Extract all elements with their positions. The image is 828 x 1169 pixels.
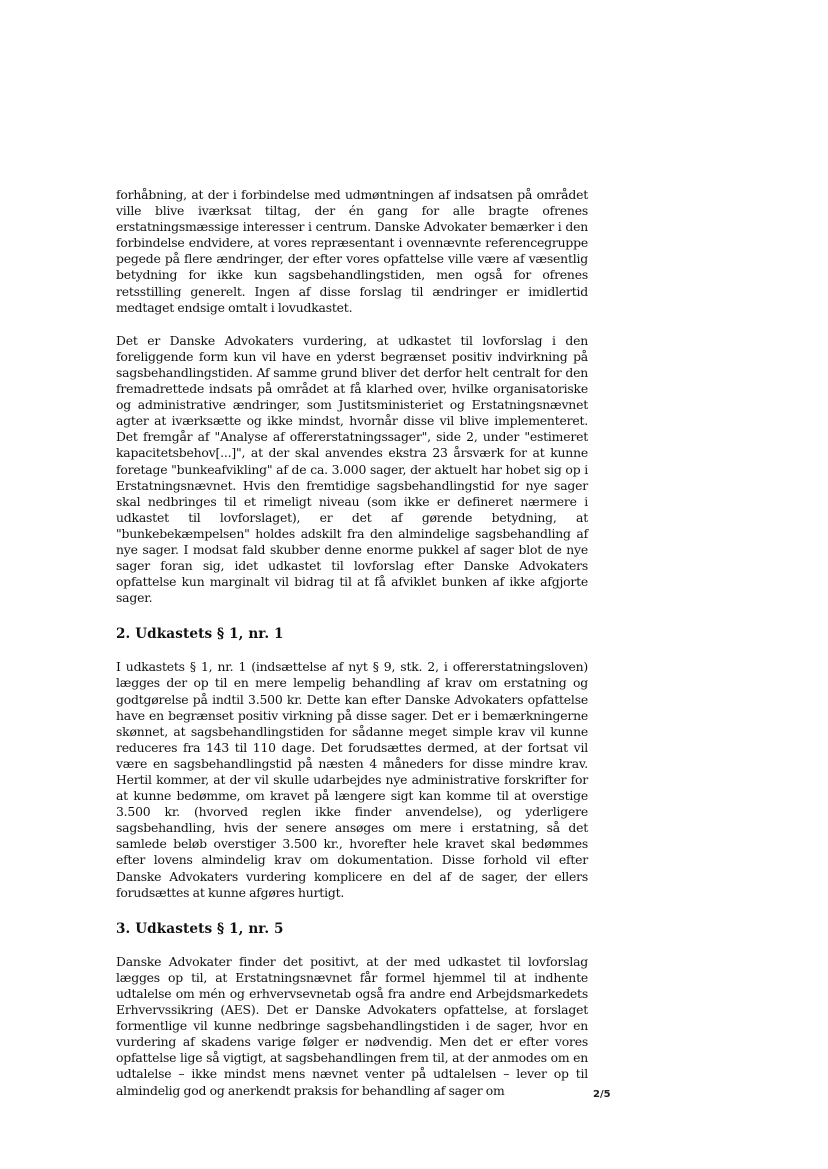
section-heading: 3. Udkastets § 1, nr. 5 [116,920,284,937]
body-paragraph: I udkastets § 1, nr. 1 (indsættelse af nyt § 9, stk. 2, i offererstatningsloven) lægges der op til en mere lempelig behandling af krav om erstatning og godtgørelse på indtil 3.500 kr. Dette kan efter Danske Advokaters opfattelse have en begrænset positiv virkning på disse sager. Det er i bemærkningerne skønnet, at sagsbehandlingstiden for sådanne meget simple krav vil kunne reduceres fra 143 til 110 dage. Det forudsættes dermed, at der fortsat vil være en sagsbehandlingstid på næsten 4 måneders for disse mindre krav. Hertil kommer, at der vil skulle udarbejdes nye administrative forskrifter for at kunne bedømme, om kravet på længere sigt kan komme til at overstige 3.500 kr. (hvorved reglen ikke finder anvendelse), og yderligere sagsbehandling, hvis der senere ansøges om mere i erstatning, så det samlede beløb overstiger 3.500 kr., hvorefter hele kravet skal bedømmes efter lovens almindelig krav om dokumentation. Disse forhold vil efter Danske Advokaters vurdering komplicere en del af de sager, der ellers forudsættes at kunne afgøres hurtigt. [116,659,588,900]
section-heading: 2. Udkastets § 1, nr. 1 [116,626,284,643]
body-paragraph: Danske Advokater finder det positivt, at der med udkastet til lovforslag lægges op til, at Erstatningsnævnet får formel hjemmel til at indhente udtalelse om mén og erhvervsevnetab også fra andre end Arbejdsmarkedets Erhvervssikring (AES). Det er Danske Advokaters opfattelse, at forslaget formentlige vil kunne nedbringe sagsbehandlingstiden i de sager, hvor en vurdering af skadens varige følger er nødvendig. Men det er efter vores opfattelse lige så vigtigt, at sagsbehandlingen frem til, at der anmodes om en udtalelse – ikke mindst mens nævnet venter på udtalelsen – lever op til almindelig god og anerkendt praksis for behandling af sager om [116,953,588,1098]
body-paragraph: Det er Danske Advokaters vurdering, at udkastet til lovforslag i den foreliggende form kun vil have en yderst begrænset positiv indvirkning på sagsbehandlingstiden. Af samme grund bliver det derfor helt centralt for den fremadrettede indsats på området at få klarhed over, hvilke organisatoriske og administrative ændringer, som Justitsministeriet og Erstatningsnævnet agter at iværksætte og ikke mindst, hvornår disse vil blive implementeret. Det fremgår af "Analyse af offererstatningssager", side 2, under "estimeret kapacitetsbehov[...]", at der skal anvendes ekstra 23 årsværk for at kunne foretage "bunkeafvikling" af de ca. 3.000 sager, der aktuelt har hobet sig op i Erstatningsnævnet. Hvis den fremtidige sagsbehandlingstid for nye sager skal nedbringes til et rimeligt niveau (som ikke er defineret nærmere i udkastet til lovforslaget), er det af gørende betydning, at "bunkebekæmpelsen" holdes adskilt fra den almindelige sagsbehandling af nye sager. I modsat fald skubber denne enorme pukkel af sager blot de nye sager foran sig, idet udkastet til lovforslag efter Danske Advokaters opfattelse kun marginalt vil bidrag til at få afviklet bunken af ikke afgjorte sager. [116,332,588,606]
body-paragraph: forhåbning, at der i forbindelse med udmøntningen af indsatsen på området ville blive iværksat tiltag, der én gang for alle bragte ofrenes erstatningsmæssige interesser i centrum. Danske Advokater bemærker i den forbindelse endvidere, at vores repræsentant i ovennævnte referencegruppe pegede på flere ændringer, der efter vores opfattelse ville være af væsentlig betydning for ikke kun sagsbehandlingstiden, men også for ofrenes retsstilling generelt. Ingen af disse forslag til ændringer er imidlertid medtaget endsige omtalt i lovudkastet. [116,187,588,315]
document-body [116,187,588,1099]
page-number: 2/5 [593,1089,611,1100]
